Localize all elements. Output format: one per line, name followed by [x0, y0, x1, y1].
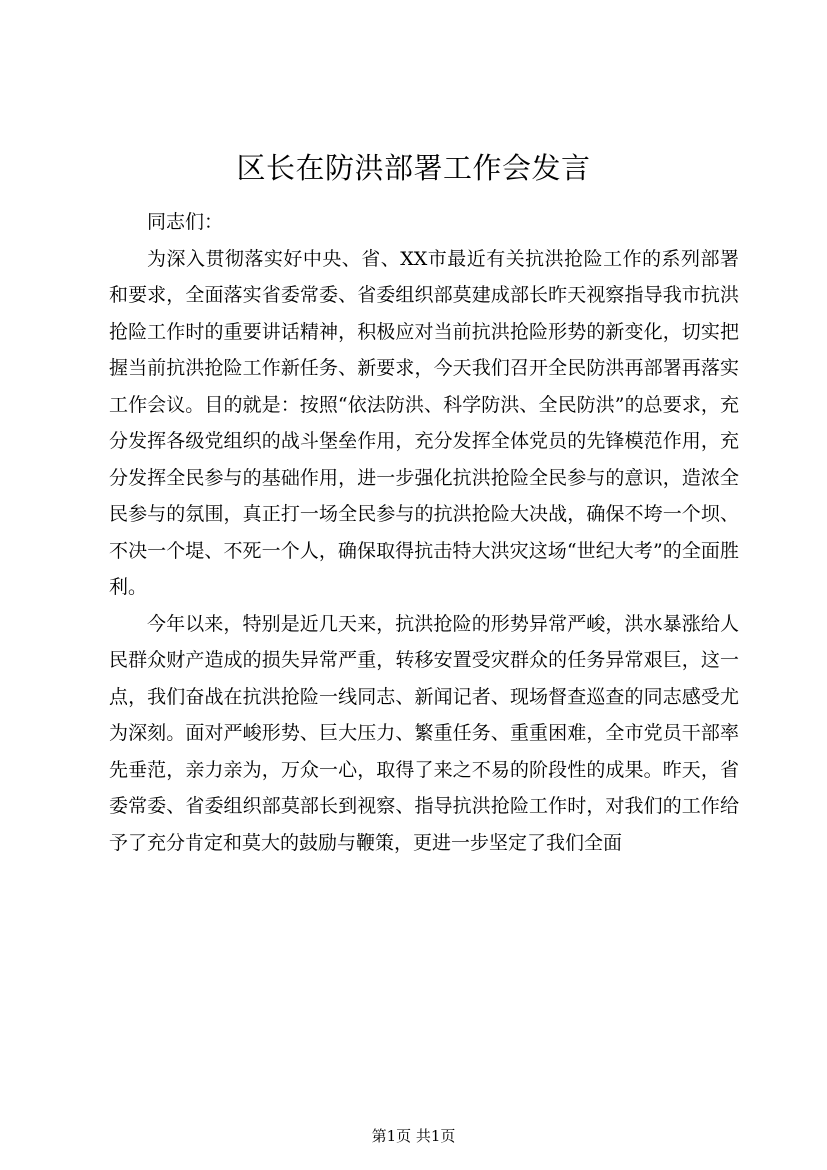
paragraph-1: 为深入贯彻落实好中央、省、XX市最近有关抗洪抢险工作的系列部署和要求，全面落实省委常委、省委组织部莫建成部长昨天视察指导我市抗洪抢险工作时的重要讲话精神，积极应对当前抗洪抢险形势的新变化，切实把握当前抗洪抢险工作新任务、新要求，今天我们召开全民防洪再部署再落实工作会议。目的就是：按照“依法防洪、科学防洪、全民防洪”的总要求，充分发挥各级党组织的战斗堡垒作用，充分发挥全体党员的先锋模范作用，充分发挥全民参与的基础作用，进一步强化抗洪抢险全民参与的意识，造浓全民参与的氛围，真正打一场全民参与的抗洪抢险大决战，确保不垮一个坝、不决一个堤、不死一个人，确保取得抗击特大洪灾这场“世纪大考”的全面胜利。 — [109, 247, 739, 598]
document-title: 区长在防洪部署工作会发言 — [236, 151, 591, 185]
paragraph-2: 今年以来，特别是近几天来，抗洪抢险的形势异常严峻，洪水暴涨给人民群众财产造成的损失异常严重，转移安置受灾群众的任务异常艰巨，这一点，我们奋战在抗洪抢险一线同志、新闻记者、现场督查巡查的同志感受尤为深刻。面对严峻形势、巨大压力、繁重任务、重重困难，全市党员干部率先垂范，亲力亲为，万众一心，取得了来之不易的阶段性的成果。昨天，省委常委、省委组织部莫部长到视察、指导抗洪抢险工作时，对我们的工作给予了充分肯定和莫大的鼓励与鞭策，更进一步坚定了我们全面 — [109, 612, 739, 854]
salutation: 同志们： — [147, 211, 224, 233]
page-footer: 第1页 共1页 — [371, 1127, 456, 1145]
document-body — [109, 204, 739, 861]
